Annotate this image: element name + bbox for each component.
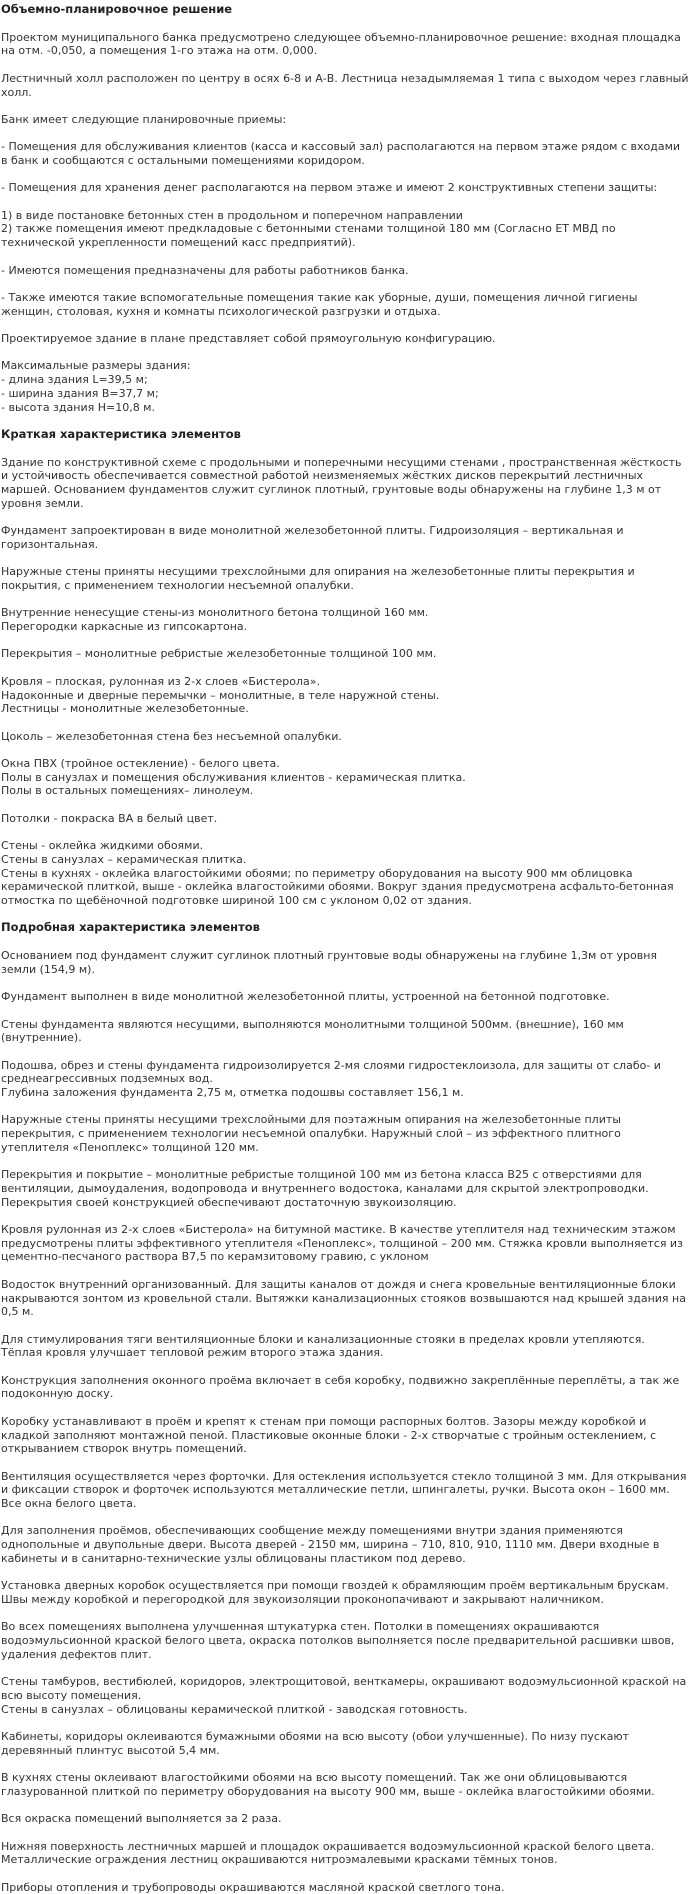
paragraph: Потолки - покраска ВА в белый цвет. bbox=[1, 811, 218, 825]
paragraph: Внутренние ненесущие стены-из монолитного бетона толщиной 160 мм. Перегородки каркасные из гипсокартона. bbox=[1, 606, 429, 634]
paragraph: - Имеются помещения предназначены для работы работников банка. bbox=[1, 263, 409, 277]
paragraph: Основанием под фундамент служит суглинок плотный грунтовые воды обнаружены на глубине 1,3м от уровня земли (154,9 м). bbox=[1, 949, 658, 976]
paragraph: Кровля рулонная из 2-х слоев «Бистерола» на битумной мастике. В качестве утеплителя над техническим этажом предусмотрены плиты эффективного утеплителя «Пеноплекс», толщиной – 200 мм. Стяжка кровли выполняется из цементно-песчаного раствора В7,5 по керамзитовому гравию, с уклоном bbox=[1, 1223, 683, 1264]
paragraph: Наружные стены приняты несущими трехслойными для опирания на железобетонные плиты перекрытия и покрытия, с применением технологии несъемной опалубки. bbox=[1, 565, 635, 592]
paragraph: Здание по конструктивной схеме с продольными и поперечными несущими стенами , пространственная жёсткость и устойчивость обеспечивается совместной работой неизменяемых жёстких дисков перекрытий лестничных маршей. Основанием фундаментов служит суглинок плотный, грунтовые воды обнаружены на глубине 1,3 м от уровня земли. bbox=[1, 455, 682, 510]
paragraph: Фундамент запроектирован в виде монолитной железобетонной плиты. Гидроизоляция – вертикальная и горизонтальная. bbox=[1, 524, 624, 551]
paragraph: - Помещения для обслуживания клиентов (касса и кассовый зал) располагаются на первом этаже рядом с входами в банк и сообщаются с остальными помещениями коридором. bbox=[1, 140, 681, 167]
document-section bbox=[1, 921, 689, 1894]
paragraph: Перекрытия – монолитные ребристые железобетонные толщиной 100 мм. bbox=[1, 647, 437, 661]
paragraph: - Помещения для хранения денег располагаются на первом этаже и имеют 2 конструктивных степени защиты: bbox=[1, 181, 658, 195]
paragraph: Перекрытия и покрытие – монолитные ребристые толщиной 100 мм из бетона класса В25 с отверстиями для вентиляции, дымоудаления, водопровода и внутреннего водостока, каналами для скрытой электропроводки. Перекрытия своей конструкцией обеспечивают достаточную звукоизоляцию. bbox=[1, 1168, 649, 1209]
paragraph: Водосток внутренний организованный. Для защиты каналов от дождя и снега кровельные вентиляционные блоки накрываются зонтом из кровельной стали. Вытяжки канализационных стояков возвышаются над крышей здания на 0,5 м. bbox=[1, 1277, 686, 1319]
paragraph: Подошва, обрез и стены фундамента гидроизолируется 2-мя слоями гидростеклоизола, для защиты от слабо- и среднеагрессивных подземных вод. Глубина заложения фундамента 2,75 м, отметка подошвы составляет 156,1 м. bbox=[1, 1058, 661, 1100]
paragraph: Для стимулирования тяги вентиляционные блоки и канализационные стояки в пределах кровли утепляются. Тёплая кровля улучшает тепловой режим второго этажа здания. bbox=[1, 1332, 645, 1360]
paragraph: Коробку устанавливают в проём и крепят к стенам при помощи распорных болтов. Зазоры между коробкой и кладкой заполняют монтажной пеной. Пластиковые оконные блоки - 2-х створчатые с тройным остеклением, с открыванием створок внутрь помещений. bbox=[1, 1414, 657, 1456]
paragraph: Лестничный холл расположен по центру в осях 6-8 и А-В. Лестница незадымляемая 1 типа с выходом через главный холл. bbox=[1, 71, 689, 99]
paragraph: Банк имеет следующие планировочные приемы: bbox=[1, 112, 287, 126]
document-section bbox=[1, 3, 689, 414]
section-title: Краткая характеристика элементов bbox=[1, 426, 241, 441]
paragraph: Проектируемое здание в плане представляет собой прямоугольную конфигурацию. bbox=[1, 332, 496, 346]
section-title: Подробная характеристика элементов bbox=[1, 920, 260, 935]
section-title: Объемно-планировочное решение bbox=[1, 2, 233, 16]
paragraph: Установка дверных коробок осуществляется при помощи гвоздей к обрамляющим проём вертикальным брускам. Швы между коробкой и перегородкой для звукоизоляции проконопачивают и закрывают наличником. bbox=[1, 1579, 669, 1606]
paragraph: Стены фундамента являются несущими, выполняются монолитными толщиной 500мм. (внешние), 160 мм (внутренние). bbox=[1, 1017, 624, 1045]
paragraph: 1) в виде постановке бетонных стен в продольном и поперечном направлении 2) также помещения имеют предкладовые с бетонными стенами толщиной 180 мм (Согласно ЕТ МВД по технической укрепленности помещений касс предприятий). bbox=[1, 208, 616, 250]
paragraph: Максимальные размеры здания: - длина здания L=39,5 м; - ширина здания B=37,7 м; - высота здания H=10,8 м. bbox=[1, 359, 191, 414]
paragraph: Кровля – плоская, рулонная из 2-х слоев «Бистерола». Надоконные и дверные перемычки – монолитные, в теле наружной стены. Лестницы - монолитные железобетонные. bbox=[1, 674, 440, 716]
paragraph: Кабинеты, коридоры оклеиваются бумажными обоями на всю высоту (обои улучшенные). По низу пускают деревянный плинтус высотой 5,4 мм. bbox=[1, 1729, 630, 1757]
paragraph: В кухнях стены оклеивают влагостойкими обоями на всю высоту помещений. Так же они облицовываются глазурованной плиткой по периметру оборудования на высоту 900 мм, выше - оклейка влагостойкими обоями. bbox=[1, 1771, 655, 1798]
paragraph: Нижняя поверхность лестничных маршей и площадок окрашивается водоэмульсионной краской белого цвета. Металлические ограждения лестниц окрашиваются нитроэмалевыми красками тёмных тонов. bbox=[1, 1839, 655, 1867]
paragraph: Фундамент выполнен в виде монолитной железобетонной плиты, устроенной на бетонной подготовке. bbox=[1, 990, 610, 1004]
paragraph: Конструкция заполнения оконного проёма включает в себя коробку, подвижно закреплённые переплёты, а так же подоконную доску. bbox=[1, 1373, 680, 1401]
paragraph: Цоколь – железобетонная стена без несъемной опалубки. bbox=[1, 729, 342, 743]
paragraph: Наружные стены приняты несущими трехслойными для поэтажным опирания на железобетонные плиты перекрытия, с применением технологии несъемной опалубки. Наружный слой – из эффектного плитного утеплителя «Пеноплекс» толщиной 120 мм. bbox=[1, 1113, 621, 1154]
paragraph: Стены - оклейка жидкими обоями. Стены в санузлах – керамическая плитка. Стены в кухнях - оклейка влагостойкими обоями; по периметру оборудования на высоту 900 мм облицовка керамической плиткой, выше - оклейка влагостойкими обоями. Вокруг здания предусмотрена асфальто-бетонная отмостка по щебёночной подготовке шириной 100 см с уклоном 0,02 от здания. bbox=[1, 839, 674, 907]
paragraph: Во всех помещениях выполнена улучшенная штукатурка стен. Потолки в помещениях окрашиваются водоэмульсионной краской белого цвета, окраска потолков выполняется после предварительной расшивки швов, удаления дефектов плит. bbox=[1, 1620, 675, 1661]
paragraph: Вся окраска помещений выполняется за 2 раза. bbox=[1, 1812, 282, 1826]
paragraph: - Также имеются такие вспомогательные помещения такие как уборные, души, помещения личной гигиены женщин, столовая, кухня и комнаты психологической разгрузки и отдыха. bbox=[1, 290, 638, 318]
paragraph: Для заполнения проёмов, обеспечивающих сообщение между помещениями внутри здания применяются однопольные и двупольные двери. Высота дверей - 2150 мм, ширина – 710, 810, 910, 1110 мм. Двери входные в кабинеты и в санитарно-технические узлы облицованы пластиком под дерево. bbox=[1, 1524, 660, 1565]
document-section bbox=[1, 428, 689, 908]
paragraph: Приборы отопления и трубопроводы окрашиваются масляной краской светлого тона. bbox=[1, 1880, 505, 1894]
paragraph: Проектом муниципального банка предусмотрено следующее объемно-планировочное решение: входная площадка на отм. -0,050, а помещения 1-го этажа на отм. 0,000. bbox=[1, 30, 681, 58]
paragraph: Вентиляция осуществляется через форточки. Для остекления используется стекло толщиной 3 мм. Для открывания и фиксации створок и форточек используются металлические петли, шпингалеты, ручки. Высота окон – 1600 мм. Все окна белого цвета. bbox=[1, 1469, 687, 1511]
paragraph: Окна ПВХ (тройное остекление) - белого цвета. Полы в санузлах и помещения обслуживания клиентов - керамическая плитка. Полы в остальных помещениях– линолеум. bbox=[1, 757, 466, 798]
paragraph: Стены тамбуров, вестибюлей, коридоров, электрощитовой, венткамеры, окрашивают водоэмульсионной краской на всю высоту помещения. Стены в санузлах – облицованы керамической плиткой - заводская готовность. bbox=[1, 1675, 687, 1716]
